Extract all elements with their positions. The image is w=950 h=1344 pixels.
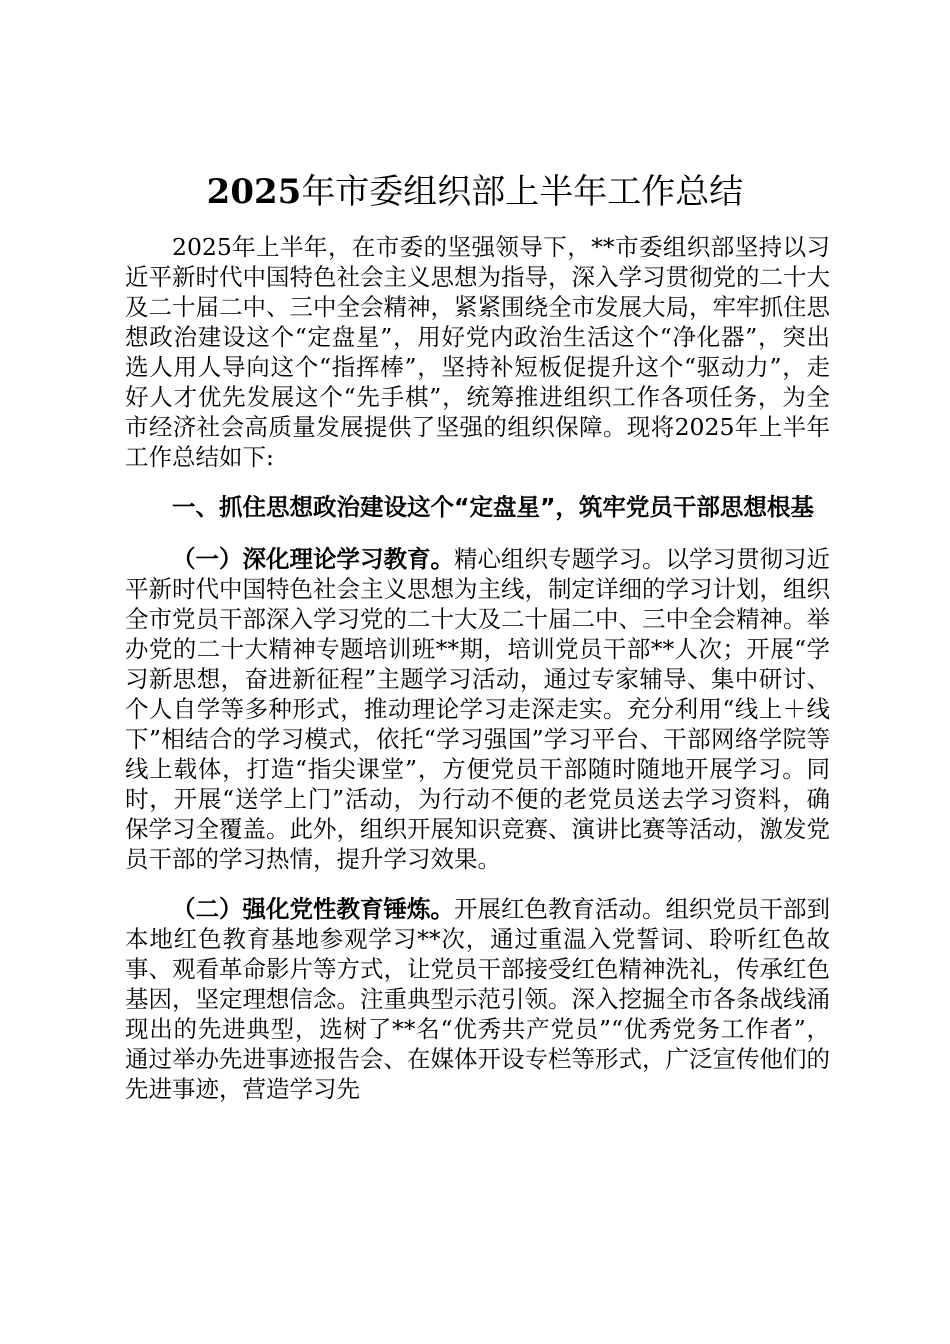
document-title	[0, 168, 950, 216]
subsection-2-paragraph	[125, 894, 830, 1104]
subsection-1-lead: （一）深化理论学习教育。	[172, 545, 454, 573]
section-1-heading: 一、抓住思想政治建设这个“定盘星”，筑牢党员干部思想根基	[172, 493, 814, 521]
subsection-1-body: 精心组织专题学习。以学习贯彻习近平新时代中国特色社会主义思想为主线，制定详细的学习计划，组织全市党员干部深入学习党的二十大及二十届二中、三中全会精神。举办党的二十大精神专题培训班**期，培训党员干部**人次；开展“学习新思想，奋进新征程”主题学习活动，通过专家辅导、集中研讨、个人自学等多种形式，推动理论学习走深走实。充分利用“线上＋线下”相结合的学习模式，依托“学习强国”学习平台、干部网络学院等线上载体，打造“指尖课堂”，方便党员干部随时随地开展学习。同时，开展“送学上门”活动，为行动不便的老党员送去学习资料，确保学习全覆盖。此外，组织开展知识竞赛、演讲比赛等活动，激发党员干部的学习热情，提升学习效果。	[125, 545, 830, 873]
subsection-1-paragraph	[125, 544, 830, 874]
title-text: 年市委组织部上半年工作总结	[301, 172, 744, 212]
subsection-2-body: 开展红色教育活动。组织党员干部到本地红色教育基地参观学习**次，通过重温入党誓词、聆听红色故事、观看革命影片等方式，让党员干部接受红色精神洗礼，传承红色基因，坚定理想信念。注重典型示范引领。深入挖掘全市各条战线涌现出的先进典型，选树了**名“优秀共产党员”“优秀党务工作者”，通过举办先进事迹报告会、在媒体开设专栏等形式，广泛宣传他们的先进事迹，营造学习先	[125, 895, 830, 1103]
intro-paragraph: 2025年上半年，在市委的坚强领导下，**市委组织部坚持以习近平新时代中国特色社会主义思想为指导，深入学习贯彻党的二十大及二十届二中、三中全会精神，紧紧围绕全市发展大局，牢牢抓住思想政治建设这个“定盘星”，用好党内政治生活这个“净化器”，突出选人用人导向这个“指挥棒”，坚持补短板促提升这个“驱动力”，走好人才优先发展这个“先手棋”，统筹推进组织工作各项任务，为全市经济社会高质量发展提供了坚强的组织保障。现将2025年上半年工作总结如下:	[125, 233, 830, 471]
subsection-2-lead: （二）强化党性教育锤炼。	[172, 895, 454, 923]
document-body	[125, 232, 830, 1124]
title-year: 2025	[206, 172, 302, 212]
